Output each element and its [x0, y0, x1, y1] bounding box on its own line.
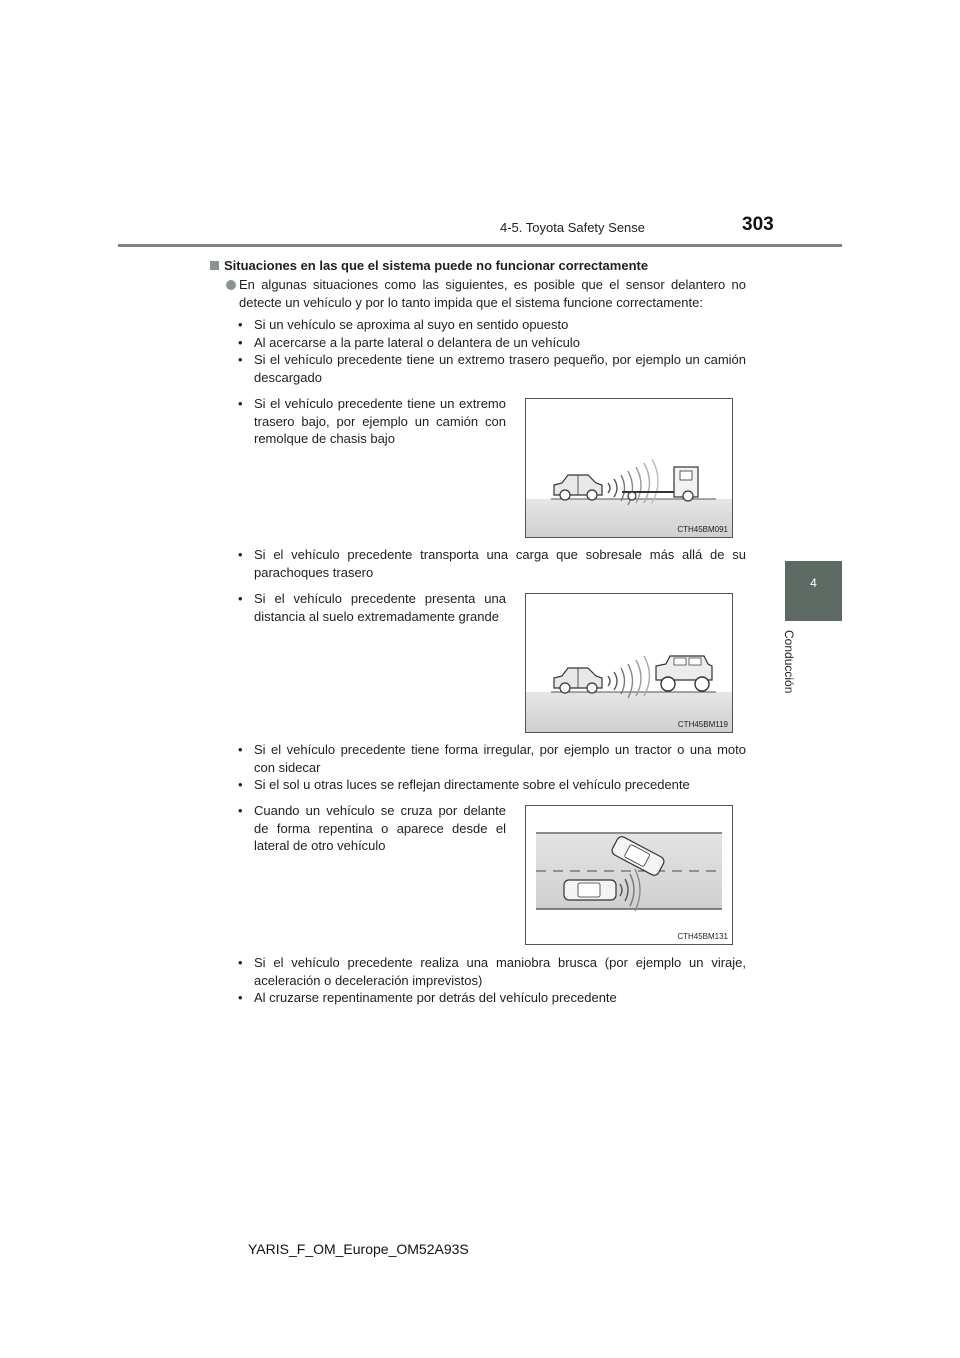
section-title: 4-5. Toyota Safety Sense: [500, 220, 646, 235]
low-trailer-illustration: [526, 399, 732, 537]
list-item: • Si el vehículo precedente tiene un extremo trasero bajo, por ejemplo un camión con remolque de chasis bajo: [238, 395, 506, 448]
bullet-list-1: [238, 316, 746, 386]
intro-paragraph: [226, 276, 746, 311]
chapter-tab: [785, 561, 842, 621]
subsection-heading: [210, 257, 750, 275]
figure-code: CTH45BM091: [677, 525, 728, 534]
header-divider: [118, 244, 842, 247]
list-item: • Cuando un vehículo se cruza por delante de forma repentina o aparece desde el lateral de otro vehículo: [238, 802, 506, 855]
square-bullet-icon: [210, 261, 219, 270]
figure-code: CTH45BM119: [677, 720, 728, 729]
list-item: • Si el sol u otras luces se reflejan directamente sobre el vehículo precedente: [238, 776, 746, 794]
chapter-number: 4: [810, 576, 817, 590]
list-item: • Si el vehículo precedente realiza una maniobra brusca (por ejemplo un viraje, aceleración o deceleración imprevistos): [238, 954, 746, 989]
high-clearance-illustration: [526, 594, 732, 732]
list-item: • Si el vehículo precedente tiene forma irregular, por ejemplo un tractor o una moto con sidecar: [238, 741, 746, 776]
chapter-label-text: Conducción: [782, 630, 796, 694]
chapter-label: [780, 630, 796, 700]
list-item: • Si un vehículo se aproxima al suyo en sentido opuesto: [238, 316, 746, 334]
bullet-list-3: [238, 741, 746, 794]
list-item: • Si el vehículo precedente transporta una carga que sobresale más allá de su parachoques trasero: [238, 546, 746, 581]
list-item: • Al cruzarse repentinamente por detrás del vehículo precedente: [238, 989, 746, 1007]
figure-1-caption: [238, 395, 506, 448]
figure-code: CTH45BM131: [677, 932, 728, 941]
figure-high-clearance: [525, 593, 733, 733]
document-code: YARIS_F_OM_Europe_OM52A93S: [248, 1241, 469, 1257]
figure-3-caption: [238, 802, 506, 855]
circle-bullet-icon: [226, 280, 236, 290]
list-item: • Al acercarse a la parte lateral o delantera de un vehículo: [238, 334, 746, 352]
list-item: • Si el vehículo precedente tiene un extremo trasero pequeño, por ejemplo un camión descargado: [238, 351, 746, 386]
figure-2-caption: [238, 590, 506, 625]
subsection-heading-text: Situaciones en las que el sistema puede no funcionar correctamente: [224, 258, 649, 273]
page-number: 303: [742, 214, 774, 235]
figure-cut-in: [525, 805, 733, 945]
intro-text: En algunas situaciones como las siguientes, es posible que el sensor delantero no detecte un vehículo y por lo tanto impida que el sistema funcione correctamente:: [239, 277, 746, 310]
cut-in-illustration: [526, 806, 732, 944]
bullet-list-4: [238, 954, 746, 1007]
list-item: • Si el vehículo precedente presenta una distancia al suelo extremadamente grande: [238, 590, 506, 625]
figure-low-trailer: [525, 398, 733, 538]
bullet-list-2: [238, 546, 746, 581]
